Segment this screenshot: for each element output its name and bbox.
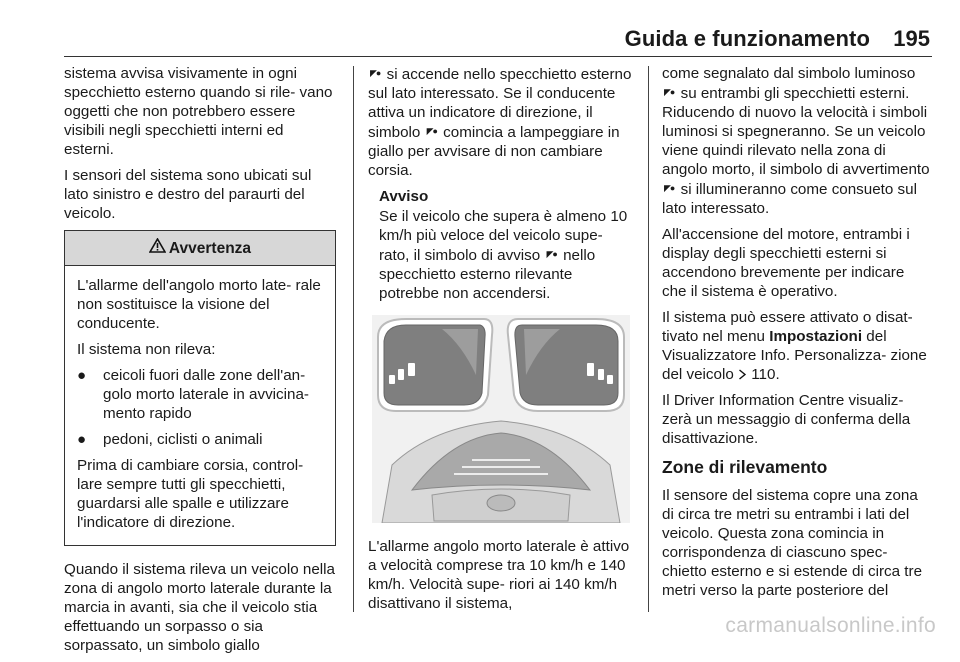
bullet-icon: ● [77, 431, 87, 448]
bullet-icon: ● [77, 367, 87, 384]
list-item-text: ceicoli fuori dalle zone dell'an- golo morto laterale in avvicina- mento rapido [103, 367, 309, 422]
warning-box [64, 230, 336, 546]
note-text-part: nello specchietto esterno rilevante potrebbe non accendersi. [379, 247, 596, 302]
note-heading: Avviso [379, 188, 429, 205]
column-divider [648, 66, 649, 612]
paragraph-text: del Visualizzatore Info. Personalizza- zione del veicolo [662, 328, 927, 383]
paragraph: Prima di cambiare corsia, control- lare sempre tutti gli specchietti, guardarsi alle spalle e utilizzare l'indicatore di direzione. [77, 457, 304, 531]
warning-header [65, 231, 335, 266]
paragraph-text: si accende nello specchietto esterno sul lato interessato. Se il conducente attiva un indicatore di direzione, il simbolo [368, 66, 632, 141]
blind-spot-warning-icon: ◤● [426, 126, 437, 136]
column-left [64, 64, 336, 662]
note-text-part: Se il veicolo che supera è almeno 10 km/h più veloce del veicolo supe- rato, il simbolo di avviso [379, 208, 628, 264]
list-item [77, 366, 325, 423]
blind-spot-warning-icon: ◤● [664, 87, 675, 97]
page-reference: 110. [751, 366, 780, 383]
page-number: 195 [893, 26, 930, 51]
column-middle [368, 64, 634, 620]
paragraph: L'allarme angolo morto laterale è attivo a velocità comprese tra 10 km/h e 140 km/h. Velocità supe- riori ai 140 km/h disattivano il sistema, [368, 538, 630, 612]
page-reference-arrow-icon [738, 366, 751, 383]
paragraph [662, 64, 930, 218]
header-rule [64, 56, 932, 57]
menu-name: Impostazioni [769, 328, 863, 345]
page-header [0, 0, 960, 56]
paragraph: I sensori del sistema sono ubicati sul lato sinistro e destro del paraurti del veicolo. [64, 167, 312, 222]
mirror-illustration [372, 315, 630, 523]
paragraph [368, 64, 634, 180]
paragraph-text: come segnalato dal simbolo luminoso [662, 65, 916, 82]
paragraph-text: comincia a lampeggiare in giallo per avvisare di non cambiare corsia. [368, 124, 620, 179]
paragraph: L'allarme dell'angolo morto late- rale non sostituisce la visione del conducente. [77, 277, 321, 332]
paragraph-text: su entrambi gli specchietti esterni. Riducendo di nuovo la velocità i simboli luminosi si spegneranno. Se un veicolo viene quindi rilevato nella zona di angolo morto, il simbolo di avvertimento [662, 85, 930, 178]
note-text [379, 207, 634, 303]
warning-title: Avvertenza [168, 240, 252, 257]
paragraph: All'accensione del motore, entrambi i display degli specchietti esterni si accendono brevemente per indicare che il sistema è operativo. [662, 226, 910, 300]
warning-triangle-icon [149, 231, 166, 265]
paragraph-text: Il sistema può essere attivato o disat- tivato nel menu [662, 309, 913, 345]
section-title: Guida e funzionamento [624, 26, 870, 51]
list-item [77, 430, 325, 449]
paragraph: sistema avvisa visivamente in ogni specchietto esterno quando si rile- vano oggetti che non potrebbero essere visibili negli specchietti interni ed esterni. [64, 65, 333, 158]
paragraph: Il Driver Information Centre visualiz- zerà un messaggio di conferma della disattivazione. [662, 392, 911, 447]
paragraph-text: si illumineranno come consueto sul lato interessato. [662, 181, 917, 217]
watermark: carmanualsonline.info [725, 614, 936, 637]
blind-spot-warning-icon: ◤● [370, 68, 381, 78]
column-divider [353, 66, 354, 612]
list-item-text: pedoni, ciclisti o animali [103, 431, 263, 448]
blind-spot-warning-icon: ◤● [546, 249, 557, 259]
blind-spot-warning-icon: ◤● [664, 183, 675, 193]
note-box [368, 187, 634, 303]
column-right [662, 64, 930, 607]
warning-body [65, 266, 335, 545]
paragraph: Quando il sistema rileva un veicolo nella zona di angolo morto laterale durante la marcia in avanti, sia che il veicolo stia effettuando un sorpasso o sia sorpassato, un simbolo giallo [64, 561, 335, 654]
section-heading: Zone di rilevamento [662, 457, 828, 477]
paragraph: Il sistema non rileva: [77, 341, 216, 358]
paragraph [662, 308, 930, 384]
paragraph: Il sensore del sistema copre una zona di circa tre metri su entrambi i lati del veicolo. Questa zona comincia in corrispondenza di ciascuno spec- chietto esterno e si estende di circa tre metri verso la parte posteriore del [662, 487, 923, 599]
